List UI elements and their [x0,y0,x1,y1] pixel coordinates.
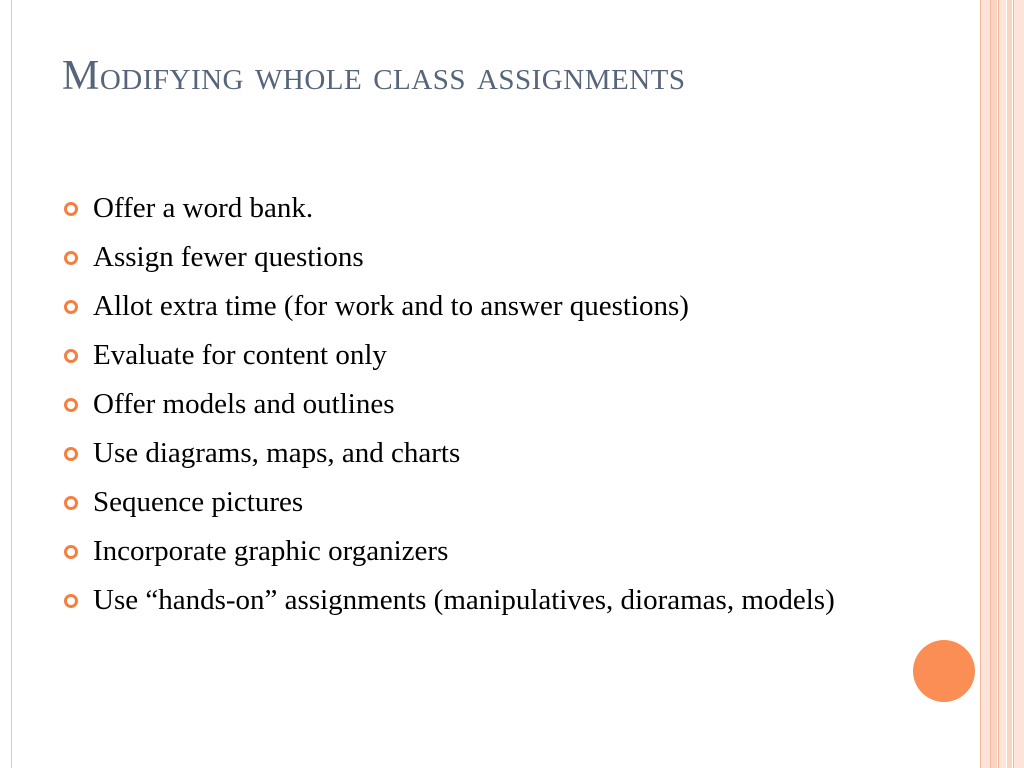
bullet-ring-icon [64,496,78,510]
bullet-ring-icon [64,447,78,461]
list-item [62,335,892,376]
list-item-text: Sequence pictures [93,486,304,518]
list-item [62,580,892,621]
list-item-text: Allot extra time (for work and to answer questions) [93,290,689,322]
list-item [62,237,892,278]
bullet-ring-icon [64,594,78,608]
list-item [62,188,892,229]
list-item [62,384,892,425]
decorative-stripe [1013,0,1024,768]
decorative-circle [913,640,975,702]
list-item-text: Use diagrams, maps, and charts [93,437,461,469]
list-item-text: Use “hands-on” assignments (manipulatives, dioramas, models) [93,584,835,616]
bullet-ring-icon [64,398,78,412]
bullet-ring-icon [64,300,78,314]
list-item-text: Offer models and outlines [93,388,395,420]
bullet-ring-icon [64,251,78,265]
bullet-ring-icon [64,202,78,216]
list-item-text: Offer a word bank. [93,192,314,224]
decorative-stripe [998,0,1006,768]
list-item [62,531,892,572]
bullet-ring-icon [64,545,78,559]
slide-title: Modifying whole class assignments [62,53,686,99]
bullet-ring-icon [64,349,78,363]
list-item-text: Assign fewer questions [93,241,364,273]
list-item-text: Evaluate for content only [93,339,387,371]
bullet-list [62,188,892,629]
list-item [62,482,892,523]
list-item [62,286,892,327]
list-item-text: Incorporate graphic organizers [93,535,449,567]
decorative-stripe [991,0,997,768]
left-border-line [11,0,12,768]
decorative-stripe [980,0,991,768]
decorative-stripe [1007,0,1012,768]
list-item [62,433,892,474]
